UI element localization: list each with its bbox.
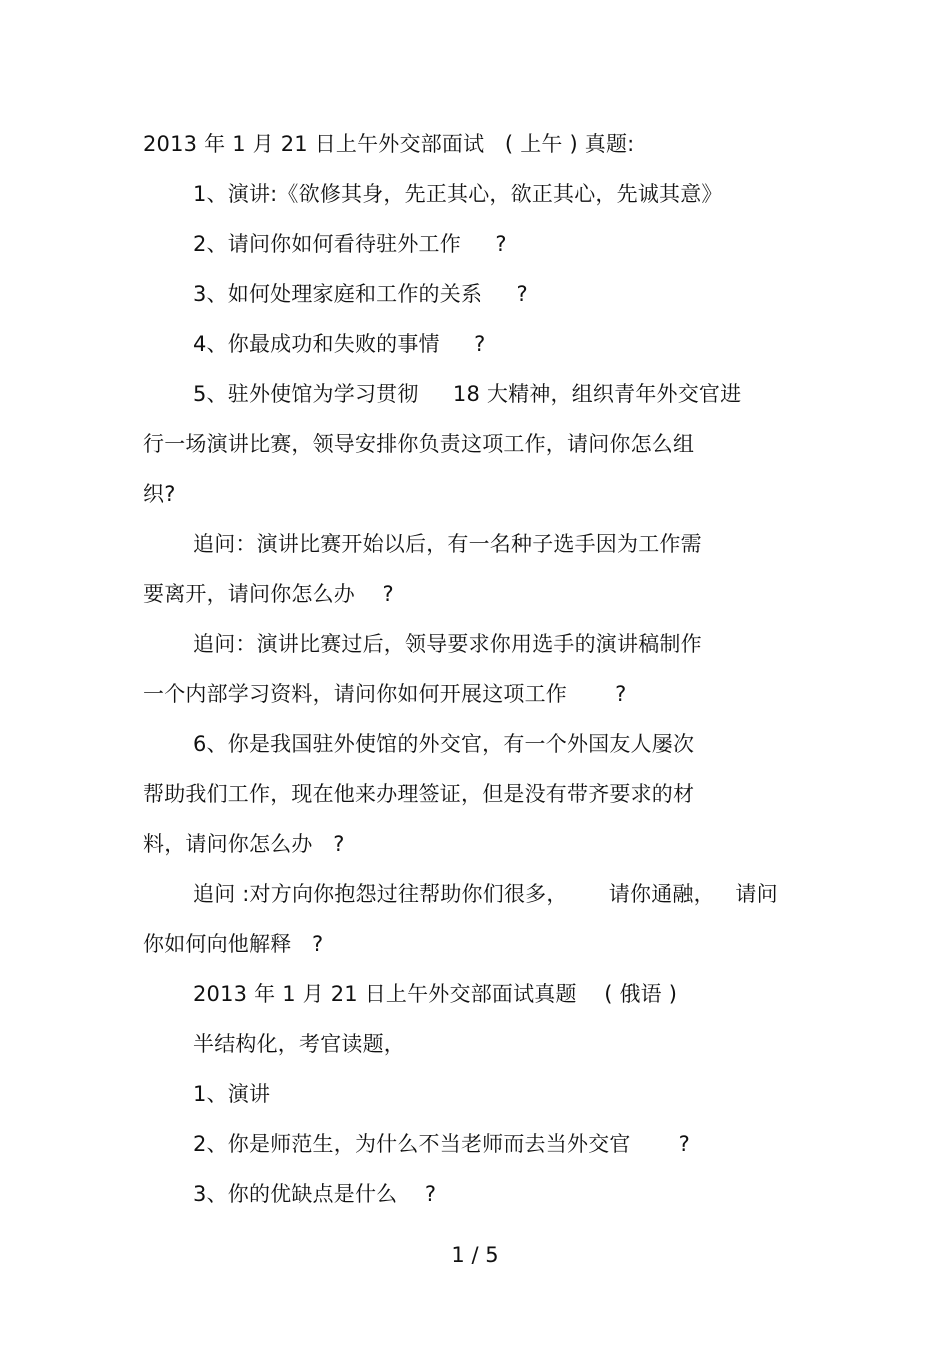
follow-up-1-continuation: 要离开，请问你怎么办 ? <box>143 582 394 606</box>
question-5-continuation-2: 织? <box>143 482 176 506</box>
section-2-question-3-line: 3、你的优缺点是什么 ? <box>193 1182 437 1206</box>
page-number: 1 / 5 <box>451 1243 499 1267</box>
section-2-intro-line: 半结构化，考官读题， <box>193 1032 405 1056</box>
question-6-continuation-2: 料，请问你怎么办 ? <box>143 832 345 856</box>
question-3-line: 3、如何处理家庭和工作的关系 ? <box>193 282 528 306</box>
question-2-line: 2、请问你如何看待驻外工作 ? <box>193 232 507 256</box>
question-6-continuation-1: 帮助我们工作，现在他来办理签证，但是没有带齐要求的材 <box>143 782 695 806</box>
follow-up-3-line: 追问 :对方向你抱怨过往帮助你们很多， 请你通融， 请问 <box>193 882 778 906</box>
follow-up-2-line: 追问：演讲比赛过后，领导要求你用选手的演讲稿制作 <box>193 632 702 656</box>
question-6-line: 6、你是我国驻外使馆的外交官，有一个外国友人屡次 <box>193 732 695 756</box>
follow-up-2-continuation: 一个内部学习资料，请问你如何开展这项工作 ? <box>143 682 627 706</box>
follow-up-3-continuation: 你如何向他解释 ? <box>143 932 324 956</box>
question-1-line: 1、演讲:《欲修其身，先正其心，欲正其心，先诚其意》 <box>193 182 723 206</box>
question-5-line: 5、驻外使馆为学习贯彻 18 大精神，组织青年外交官进 <box>193 382 742 406</box>
question-4-line: 4、你最成功和失败的事情 ? <box>193 332 486 356</box>
doc-title-line: 2013 年 1 月 21 日上午外交部面试 ( 上午 ) 真题: <box>143 132 635 156</box>
follow-up-1-line: 追问：演讲比赛开始以后，有一名种子选手因为工作需 <box>193 532 702 556</box>
section-2-question-2-line: 2、你是师范生，为什么不当老师而去当外交官 ? <box>193 1132 691 1156</box>
section-2-title-line: 2013 年 1 月 21 日上午外交部面试真题 ( 俄语 ) <box>193 982 678 1006</box>
question-5-continuation-1: 行一场演讲比赛，领导安排你负责这项工作，请问你怎么组 <box>143 432 695 456</box>
section-2-question-1-line: 1、演讲 <box>193 1082 271 1106</box>
